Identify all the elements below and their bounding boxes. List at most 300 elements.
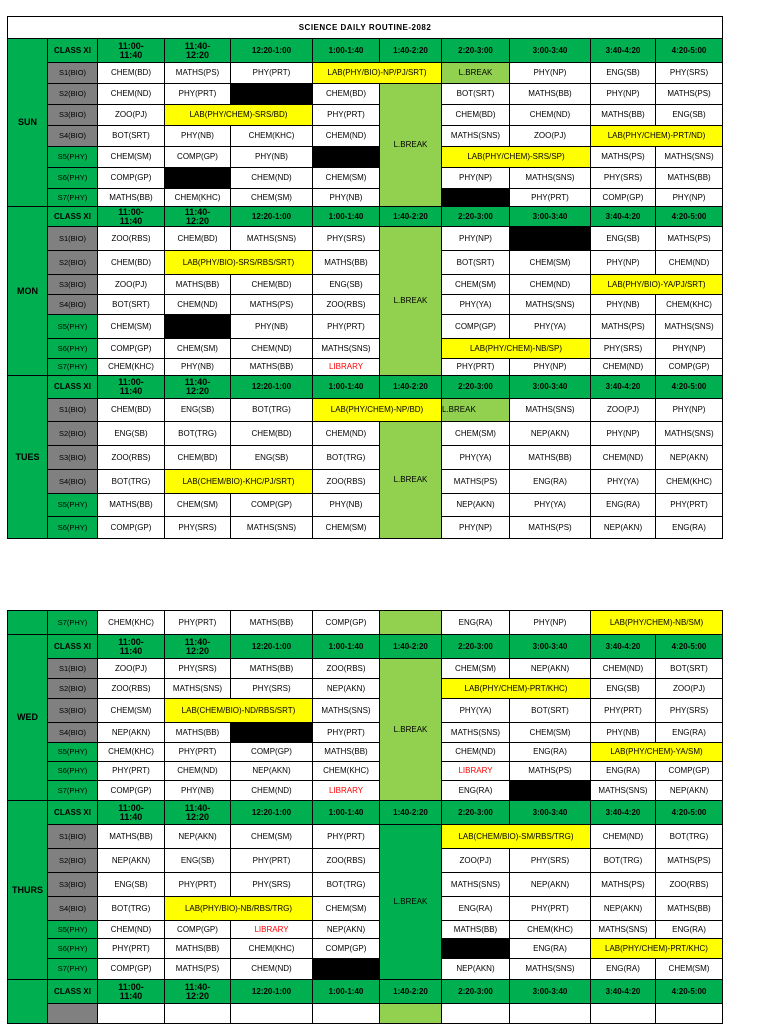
period-cell: MATHS(BB) [442,921,510,939]
period-cell: PHY(NB) [231,315,313,339]
slot-header: 3:00-3:40 [510,980,591,1004]
period-cell: ENG(SB) [591,679,656,699]
period-cell: PHY(NB) [591,723,656,743]
section-label: S1(BIO) [48,659,98,679]
period-cell: PHY(NP) [591,84,656,105]
section-label: S2(BIO) [48,84,98,105]
section-label: S2(BIO) [48,251,98,275]
period-cell: PHY(PRT) [656,494,723,517]
period-cell: NEP(AKN) [165,825,231,849]
section-label: S5(PHY) [48,743,98,762]
period-cell: MATHS(BB) [656,168,723,189]
period-cell: ZOO(RBS) [98,679,165,699]
period-cell: PHY(NP) [656,339,723,359]
period-cell: MATHS(BB) [510,446,591,470]
section-label: S1(BIO) [48,63,98,84]
empty-period-cell [442,189,510,207]
period-cell: COMP(GP) [656,762,723,781]
slot-header: 1:00-1:40 [313,980,380,1004]
section-label [48,1004,98,1024]
period-cell: CHEM(ND) [442,743,510,762]
period-cell: NEP(AKN) [510,422,591,446]
period-cell: PHY(NP) [510,611,591,635]
period-cell: MATHS(SNS) [510,399,591,422]
slot-header: 11:40- 12:20 [165,376,231,399]
period-cell: ENG(RA) [442,611,510,635]
section-label: S6(PHY) [48,939,98,959]
period-cell: PHY(NP) [442,227,510,251]
period-cell: MATHS(SNS) [656,147,723,168]
slot-header: 3:40-4:20 [591,207,656,227]
period-cell: ENG(RA) [591,494,656,517]
period-cell: MATHS(SNS) [591,781,656,801]
day-label-sun: SUN [8,39,48,207]
period-cell: ENG(RA) [442,897,510,921]
section-label: S3(BIO) [48,699,98,723]
slot-header: 11:40- 12:20 [165,39,231,63]
lab-cell: LAB(PHY/CHEM)-PRT/ND) [591,126,723,147]
period-cell: MATHS(SNS) [591,921,656,939]
routine-table-page-1 [7,16,723,539]
period-cell: CHEM(SM) [165,494,231,517]
slot-header: 11:00- 11:40 [98,635,165,659]
period-cell: ENG(SB) [656,105,723,126]
slot-header: 12:20-1:00 [231,376,313,399]
slot-header: 3:40-4:20 [591,376,656,399]
section-label: S3(BIO) [48,873,98,897]
period-cell: CHEM(SM) [510,251,591,275]
period-cell: NEP(AKN) [98,849,165,873]
slot-header: 4:20-5:00 [656,635,723,659]
period-cell: CHEM(BD) [313,84,380,105]
slot-header: 1:00-1:40 [313,635,380,659]
period-cell: PHY(SRS) [656,63,723,84]
period-cell: PHY(YA) [442,699,510,723]
period-cell: PHY(PRT) [165,84,231,105]
period-cell: CHEM(KHC) [98,743,165,762]
period-cell: BOT(TRG) [98,470,165,494]
period-cell: CHEM(BD) [231,275,313,295]
period-cell: ENG(SB) [98,422,165,446]
class-label: CLASS XI [48,980,98,1004]
period-cell: PHY(PRT) [313,315,380,339]
period-cell: CHEM(KHC) [165,189,231,207]
period-cell: ENG(SB) [591,227,656,251]
period-cell: ENG(SB) [231,446,313,470]
period-cell: CHEM(SM) [98,699,165,723]
section-label: S2(BIO) [48,849,98,873]
period-cell: CHEM(SM) [313,168,380,189]
period-cell: CHEM(ND) [591,446,656,470]
period-cell: ENG(RA) [442,781,510,801]
slot-header: 11:00- 11:40 [98,980,165,1004]
slot-header: 2:20-3:00 [442,207,510,227]
slot-header: 4:20-5:00 [656,801,723,825]
period-cell: NEP(AKN) [442,959,510,980]
section-label: S6(PHY) [48,168,98,189]
slot-header: 1:40-2:20 [380,635,442,659]
period-cell: CHEM(SM) [313,517,380,539]
period-cell: CHEM(ND) [231,168,313,189]
section-label: S5(PHY) [48,315,98,339]
day-label-continued [8,611,48,635]
period-cell: MATHS(PS) [165,63,231,84]
period-cell: CHEM(SM) [98,147,165,168]
period-cell: MATHS(PS) [510,517,591,539]
slot-header: 3:40-4:20 [591,635,656,659]
lab-cell: LAB(CHEM/BIO)-KHC/PJ/SRT) [165,470,313,494]
section-label: S4(BIO) [48,470,98,494]
period-cell: ZOO(PJ) [98,659,165,679]
period-cell: ENG(RA) [656,517,723,539]
period-cell: PHY(PRT) [313,105,380,126]
slot-header: 11:00- 11:40 [98,801,165,825]
period-cell: PHY(NP) [656,399,723,422]
section-label: S7(PHY) [48,781,98,801]
section-label: S7(PHY) [48,959,98,980]
period-cell: ZOO(RBS) [98,446,165,470]
period-cell: PHY(NP) [442,168,510,189]
slot-header: 12:20-1:00 [231,801,313,825]
period-cell: PHY(PRT) [231,63,313,84]
slot-header: 3:40-4:20 [591,980,656,1004]
period-cell: PHY(SRS) [591,168,656,189]
period-cell: MATHS(PS) [510,762,591,781]
slot-header: 3:00-3:40 [510,801,591,825]
period-cell: MATHS(BB) [98,189,165,207]
period-cell: NEP(AKN) [510,659,591,679]
period-cell: CHEM(KHC) [98,359,165,376]
section-label: S6(PHY) [48,517,98,539]
period-cell: CHEM(BD) [98,251,165,275]
period-cell: MATHS(SNS) [656,315,723,339]
slot-header: 1:00-1:40 [313,801,380,825]
period-cell: MATHS(PS) [656,849,723,873]
period-cell: BOT(SRT) [98,295,165,315]
section-label: S7(PHY) [48,611,98,635]
empty-period-cell [165,315,231,339]
period-cell: MATHS(BB) [510,84,591,105]
period-cell: ENG(SB) [591,63,656,84]
period-cell: COMP(GP) [313,939,380,959]
period-cell [442,1004,510,1024]
section-label: S6(PHY) [48,339,98,359]
period-cell: ZOO(PJ) [98,275,165,295]
period-cell: ENG(RA) [510,743,591,762]
period-cell: CHEM(BD) [165,227,231,251]
period-cell: PHY(NP) [656,189,723,207]
slot-header: 3:40-4:20 [591,801,656,825]
slot-header: 11:00- 11:40 [98,376,165,399]
slot-header: 2:20-3:00 [442,39,510,63]
library-cell: LIBRARY [231,921,313,939]
period-cell: ZOO(RBS) [313,849,380,873]
period-cell: NEP(AKN) [656,446,723,470]
period-cell: PHY(PRT) [442,359,510,376]
period-cell: PHY(SRS) [591,339,656,359]
lab-cell: LAB(CHEM/BIO)-SM/RBS/TRG) [442,825,591,849]
period-cell: CHEM(SM) [442,422,510,446]
slot-header: 2:20-3:00 [442,635,510,659]
period-cell: MATHS(PS) [656,227,723,251]
section-label: S1(BIO) [48,227,98,251]
period-cell: CHEM(SM) [442,275,510,295]
period-cell: CHEM(SM) [231,825,313,849]
section-label: S3(BIO) [48,105,98,126]
period-cell: CHEM(SM) [313,897,380,921]
period-cell: MATHS(BB) [98,494,165,517]
period-cell: PHY(YA) [510,494,591,517]
period-cell: PHY(PRT) [165,611,231,635]
period-cell: PHY(YA) [510,315,591,339]
library-cell: LIBRARY [442,762,510,781]
period-cell: CHEM(BD) [165,446,231,470]
period-cell: PHY(PRT) [231,849,313,873]
period-cell: PHY(SRS) [656,699,723,723]
period-cell [98,1004,165,1024]
period-cell: CHEM(BD) [231,422,313,446]
period-cell: MATHS(BB) [231,659,313,679]
day-label-tues: TUES [8,376,48,539]
period-cell: ENG(SB) [313,275,380,295]
period-cell: NEP(AKN) [656,781,723,801]
period-cell: CHEM(KHC) [98,611,165,635]
page-title: SCIENCE DAILY ROUTINE-2082 [8,17,723,39]
period-cell: BOT(SRT) [656,659,723,679]
slot-header: 1:40-2:20 [380,801,442,825]
period-cell: MATHS(PS) [442,470,510,494]
lunch-break-cell: L.BREAK [442,63,510,84]
period-cell: PHY(NP) [510,359,591,376]
period-cell: PHY(YA) [442,446,510,470]
lab-cell: LAB(PHY/BIO)-NP/PJ/SRT) [313,63,442,84]
period-cell: COMP(GP) [313,611,380,635]
slot-header: 11:00- 11:40 [98,39,165,63]
slot-header: 1:00-1:40 [313,207,380,227]
section-label: S2(BIO) [48,422,98,446]
period-cell: MATHS(SNS) [442,873,510,897]
slot-header: 12:20-1:00 [231,980,313,1004]
lab-cell: LAB(PHY/CHEM)-NP/BD) [313,399,442,422]
period-cell: ZOO(PJ) [510,126,591,147]
period-cell: MATHS(SNS) [313,339,380,359]
period-cell: PHY(YA) [442,295,510,315]
period-cell: CHEM(KHC) [231,126,313,147]
period-cell: MATHS(SNS) [510,295,591,315]
empty-period-cell [313,147,380,168]
period-cell: PHY(PRT) [591,699,656,723]
period-cell: NEP(AKN) [313,921,380,939]
period-cell: CHEM(KHC) [656,470,723,494]
period-cell: MATHS(BB) [656,897,723,921]
period-cell: CHEM(SM) [442,659,510,679]
slot-header: 1:40-2:20 [380,376,442,399]
period-cell: CHEM(ND) [313,126,380,147]
slot-header: 2:20-3:00 [442,376,510,399]
empty-period-cell [231,84,313,105]
period-cell: PHY(NB) [313,494,380,517]
period-cell: PHY(NB) [313,189,380,207]
period-cell: CHEM(ND) [98,921,165,939]
period-cell: CHEM(SM) [656,959,723,980]
period-cell: NEP(AKN) [510,873,591,897]
slot-header: 11:40- 12:20 [165,207,231,227]
period-cell: CHEM(SM) [510,723,591,743]
slot-header: 3:00-3:40 [510,39,591,63]
section-label: S3(BIO) [48,446,98,470]
section-label: S1(BIO) [48,399,98,422]
period-cell: BOT(TRG) [591,849,656,873]
period-cell: PHY(PRT) [165,743,231,762]
period-cell: CHEM(ND) [510,275,591,295]
period-cell [165,1004,231,1024]
period-cell: MATHS(PS) [656,84,723,105]
lab-cell: LAB(PHY/CHEM)-PRT/KHC) [591,939,723,959]
period-cell: ENG(RA) [510,939,591,959]
slot-header: 12:20-1:00 [231,635,313,659]
period-cell: NEP(AKN) [591,897,656,921]
period-cell: MATHS(PS) [231,295,313,315]
period-cell: CHEM(ND) [231,959,313,980]
slot-header: 3:00-3:40 [510,635,591,659]
period-cell: PHY(NB) [165,781,231,801]
lab-cell: LAB(CHEM/BIO)-ND/RBS/SRT) [165,699,313,723]
lunch-break-cell: L.BREAK [380,825,442,980]
period-cell: COMP(GP) [231,494,313,517]
period-cell: MATHS(BB) [165,723,231,743]
period-cell: PHY(SRS) [165,517,231,539]
period-cell: ENG(SB) [165,399,231,422]
slot-header: 11:40- 12:20 [165,801,231,825]
lab-cell: LAB(PHY/CHEM)-SRS/BD) [165,105,313,126]
period-cell: CHEM(BD) [98,63,165,84]
period-cell [231,1004,313,1024]
period-cell: PHY(NP) [591,251,656,275]
section-label: S4(BIO) [48,723,98,743]
lab-cell: LAB(PHY/BIO)-NB/RBS/TRG) [165,897,313,921]
section-label: S5(PHY) [48,921,98,939]
period-cell: BOT(TRG) [656,825,723,849]
lunch-break-cell [380,611,442,635]
lunch-break-cell: L.BREAK [380,422,442,539]
lunch-break-cell: L.BREAK [380,84,442,207]
period-cell: ENG(SB) [165,849,231,873]
period-cell: MATHS(SNS) [510,168,591,189]
lunch-break-cell: L.BREAK [380,659,442,801]
period-cell: CHEM(ND) [165,762,231,781]
period-cell: CHEM(SM) [165,339,231,359]
period-cell: COMP(GP) [165,147,231,168]
empty-period-cell [165,168,231,189]
period-cell: CHEM(BD) [98,399,165,422]
period-cell: PHY(PRT) [98,762,165,781]
lab-cell: LAB(PHY/CHEM)-NB/SP) [442,339,591,359]
day-label-mon: MON [8,207,48,376]
slot-header: 1:00-1:40 [313,376,380,399]
period-cell: BOT(SRT) [98,126,165,147]
period-cell: CHEM(ND) [231,781,313,801]
period-cell: PHY(PRT) [313,825,380,849]
period-cell: ZOO(PJ) [656,679,723,699]
period-cell [656,1004,723,1024]
period-cell: CHEM(KHC) [656,295,723,315]
slot-header: 1:40-2:20 [380,980,442,1004]
class-label: CLASS XI [48,801,98,825]
period-cell: BOT(TRG) [313,873,380,897]
period-cell: MATHS(BB) [591,105,656,126]
library-cell: LIBRARY [313,781,380,801]
period-cell: PHY(SRS) [510,849,591,873]
period-cell: MATHS(SNS) [442,126,510,147]
period-cell: CHEM(ND) [231,339,313,359]
period-cell: MATHS(PS) [591,315,656,339]
period-cell: NEP(AKN) [442,494,510,517]
period-cell: CHEM(SM) [231,189,313,207]
period-cell: MATHS(BB) [165,275,231,295]
period-cell: PHY(NB) [591,295,656,315]
period-cell: BOT(SRT) [510,699,591,723]
slot-header: 2:20-3:00 [442,801,510,825]
lab-cell: LAB(PHY/CHEM)-YA/SM) [591,743,723,762]
class-label: CLASS XI [48,376,98,399]
period-cell: CHEM(ND) [591,659,656,679]
slot-header: 4:20-5:00 [656,980,723,1004]
period-cell: MATHS(BB) [231,359,313,376]
section-label: S2(BIO) [48,679,98,699]
class-label: CLASS XI [48,635,98,659]
period-cell: MATHS(BB) [165,939,231,959]
period-cell: MATHS(SNS) [442,723,510,743]
period-cell: PHY(NP) [442,517,510,539]
section-label: S1(BIO) [48,825,98,849]
slot-header: 12:20-1:00 [231,39,313,63]
period-cell: ZOO(RBS) [313,295,380,315]
slot-header: 2:20-3:00 [442,980,510,1004]
period-cell: ENG(SB) [98,873,165,897]
period-cell: COMP(GP) [442,315,510,339]
period-cell: PHY(PRT) [510,189,591,207]
slot-header: 11:40- 12:20 [165,635,231,659]
period-cell: ZOO(RBS) [656,873,723,897]
period-cell: PHY(SRS) [313,227,380,251]
period-cell: ENG(RA) [656,921,723,939]
period-cell: MATHS(PS) [591,873,656,897]
class-label: CLASS XI [48,207,98,227]
lunch-break-cell [380,1004,442,1024]
lunch-break-cell: L.BREAK [442,399,510,422]
period-cell: MATHS(SNS) [656,422,723,446]
section-label: S3(BIO) [48,275,98,295]
slot-header: 11:00- 11:40 [98,207,165,227]
period-cell: ZOO(RBS) [313,470,380,494]
slot-header: 4:20-5:00 [656,207,723,227]
period-cell: CHEM(KHC) [313,762,380,781]
section-label: S7(PHY) [48,189,98,207]
period-cell: ENG(RA) [591,762,656,781]
slot-header: 11:40- 12:20 [165,980,231,1004]
period-cell: BOT(TRG) [98,897,165,921]
lab-cell: LAB(PHY/CHEM)-NB/SM) [591,611,723,635]
period-cell: MATHS(SNS) [510,959,591,980]
period-cell: MATHS(BB) [231,611,313,635]
period-cell: ZOO(PJ) [98,105,165,126]
period-cell: PHY(SRS) [231,873,313,897]
empty-period-cell [510,781,591,801]
lab-cell: LAB(PHY/BIO)-SRS/RBS/SRT) [165,251,313,275]
period-cell: CHEM(KHC) [510,921,591,939]
day-label-wed: WED [8,635,48,801]
period-cell: PHY(NP) [510,63,591,84]
